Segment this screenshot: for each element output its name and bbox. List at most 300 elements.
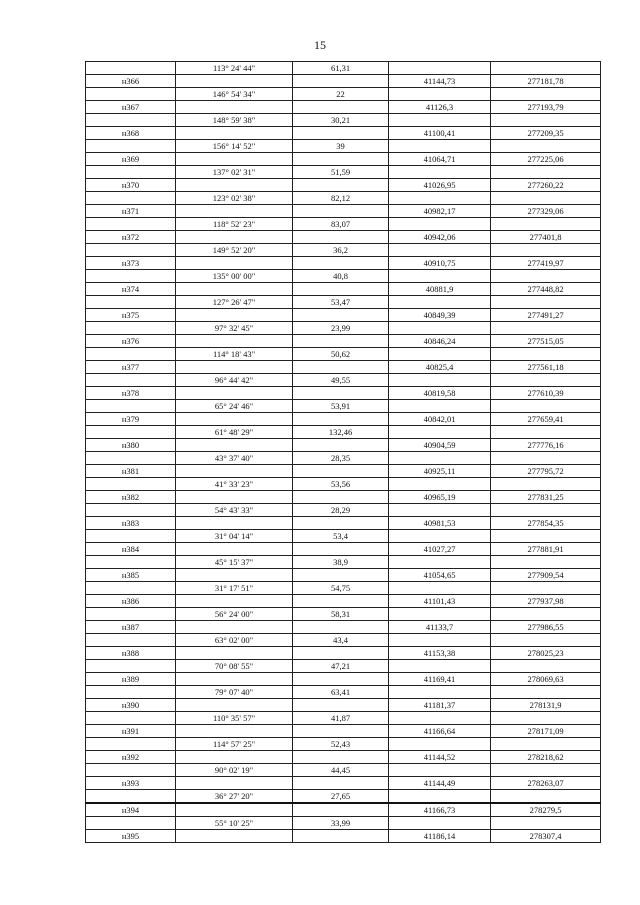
segment-row (86, 764, 601, 777)
x-coordinate-cell: 41144,49 (389, 777, 491, 790)
direction-angle-cell: 36° 27' 20" (176, 790, 293, 804)
point-name-cell: н376 (86, 335, 176, 348)
direction-angle-cell: 114° 18' 43" (176, 348, 293, 361)
direction-angle-cell (176, 543, 293, 556)
y-coordinate-cell: 277225,06 (491, 153, 601, 166)
y-coordinate-cell: 278131,9 (491, 699, 601, 712)
x-coordinate-cell (389, 88, 491, 101)
x-coordinate-cell: 40965,19 (389, 491, 491, 504)
direction-angle-cell (176, 127, 293, 140)
y-coordinate-cell: 277401,8 (491, 231, 601, 244)
y-coordinate-cell: 277881,91 (491, 543, 601, 556)
x-coordinate-cell (389, 400, 491, 413)
x-coordinate-cell: 40982,17 (389, 205, 491, 218)
point-name-cell (86, 504, 176, 517)
x-coordinate-cell: 40910,75 (389, 257, 491, 270)
x-coordinate-cell: 41144,52 (389, 751, 491, 764)
y-coordinate-cell (491, 790, 601, 804)
point-name-cell: н382 (86, 491, 176, 504)
segment-row (86, 738, 601, 751)
y-coordinate-cell: 277329,06 (491, 205, 601, 218)
x-coordinate-cell: 40825,4 (389, 361, 491, 374)
segment-row (86, 218, 601, 231)
point-name-cell (86, 322, 176, 335)
direction-angle-cell: 61° 48' 29" (176, 426, 293, 439)
x-coordinate-cell: 41166,73 (389, 803, 491, 817)
direction-angle-cell: 110° 35' 57" (176, 712, 293, 725)
distance-cell: 132,46 (293, 426, 389, 439)
y-coordinate-cell (491, 62, 601, 75)
x-coordinate-cell (389, 790, 491, 804)
segment-row (86, 62, 601, 75)
coordinates-table-body (86, 62, 601, 843)
x-coordinate-cell (389, 764, 491, 777)
distance-cell: 82,12 (293, 192, 389, 205)
point-name-cell (86, 270, 176, 283)
direction-angle-cell: 55° 10' 25" (176, 817, 293, 830)
direction-angle-cell: 31° 17' 51" (176, 582, 293, 595)
y-coordinate-cell (491, 608, 601, 621)
point-row (86, 231, 601, 244)
point-name-cell (86, 218, 176, 231)
point-name-cell (86, 660, 176, 673)
distance-cell: 27,65 (293, 790, 389, 804)
direction-angle-cell (176, 595, 293, 608)
y-coordinate-cell (491, 478, 601, 491)
direction-angle-cell (176, 569, 293, 582)
distance-cell: 38,9 (293, 556, 389, 569)
point-name-cell: н371 (86, 205, 176, 218)
distance-cell (293, 517, 389, 530)
segment-row (86, 556, 601, 569)
x-coordinate-cell (389, 296, 491, 309)
point-row (86, 673, 601, 686)
x-coordinate-cell (389, 192, 491, 205)
direction-angle-cell: 31° 04' 14" (176, 530, 293, 543)
segment-row (86, 504, 601, 517)
x-coordinate-cell (389, 166, 491, 179)
distance-cell (293, 127, 389, 140)
x-coordinate-cell (389, 478, 491, 491)
direction-angle-cell (176, 465, 293, 478)
distance-cell (293, 335, 389, 348)
direction-angle-cell (176, 803, 293, 817)
x-coordinate-cell (389, 530, 491, 543)
y-coordinate-cell: 277181,78 (491, 75, 601, 88)
point-name-cell (86, 478, 176, 491)
y-coordinate-cell: 277986,55 (491, 621, 601, 634)
y-coordinate-cell: 277909,54 (491, 569, 601, 582)
segment-row (86, 686, 601, 699)
direction-angle-cell (176, 387, 293, 400)
point-name-cell: н366 (86, 75, 176, 88)
x-coordinate-cell: 40981,53 (389, 517, 491, 530)
distance-cell (293, 361, 389, 374)
y-coordinate-cell (491, 426, 601, 439)
direction-angle-cell: 113° 24' 44" (176, 62, 293, 75)
y-coordinate-cell: 277561,18 (491, 361, 601, 374)
distance-cell: 53,91 (293, 400, 389, 413)
direction-angle-cell: 54° 43' 33" (176, 504, 293, 517)
x-coordinate-cell (389, 114, 491, 127)
y-coordinate-cell (491, 166, 601, 179)
segment-row (86, 712, 601, 725)
point-name-cell (86, 348, 176, 361)
y-coordinate-cell: 277610,39 (491, 387, 601, 400)
segment-row (86, 608, 601, 621)
x-coordinate-cell: 40904,59 (389, 439, 491, 452)
x-coordinate-cell (389, 817, 491, 830)
x-coordinate-cell (389, 374, 491, 387)
point-row (86, 751, 601, 764)
point-row (86, 413, 601, 426)
direction-angle-cell (176, 283, 293, 296)
segment-row (86, 88, 601, 101)
distance-cell (293, 205, 389, 218)
distance-cell (293, 543, 389, 556)
distance-cell (293, 777, 389, 790)
point-row (86, 830, 601, 843)
x-coordinate-cell (389, 62, 491, 75)
y-coordinate-cell (491, 244, 601, 257)
point-name-cell: н369 (86, 153, 176, 166)
distance-cell (293, 725, 389, 738)
direction-angle-cell (176, 673, 293, 686)
point-name-cell (86, 62, 176, 75)
point-row (86, 75, 601, 88)
distance-cell: 49,55 (293, 374, 389, 387)
direction-angle-cell (176, 517, 293, 530)
y-coordinate-cell (491, 764, 601, 777)
x-coordinate-cell: 41064,71 (389, 153, 491, 166)
segment-row (86, 374, 601, 387)
direction-angle-cell: 97° 32' 45" (176, 322, 293, 335)
point-row (86, 803, 601, 817)
direction-angle-cell: 123° 02' 38" (176, 192, 293, 205)
point-name-cell (86, 244, 176, 257)
distance-cell: 61,31 (293, 62, 389, 75)
point-row (86, 465, 601, 478)
point-name-cell (86, 686, 176, 699)
point-name-cell: н372 (86, 231, 176, 244)
y-coordinate-cell (491, 634, 601, 647)
y-coordinate-cell: 277854,35 (491, 517, 601, 530)
point-row (86, 491, 601, 504)
point-name-cell: н389 (86, 673, 176, 686)
direction-angle-cell: 70° 08' 55" (176, 660, 293, 673)
direction-angle-cell: 43° 37' 40" (176, 452, 293, 465)
x-coordinate-cell (389, 426, 491, 439)
point-row (86, 387, 601, 400)
distance-cell: 83,07 (293, 218, 389, 231)
point-name-cell: н393 (86, 777, 176, 790)
point-name-cell (86, 114, 176, 127)
direction-angle-cell: 41° 33' 23" (176, 478, 293, 491)
point-name-cell (86, 634, 176, 647)
point-name-cell (86, 582, 176, 595)
point-name-cell: н388 (86, 647, 176, 660)
segment-row (86, 322, 601, 335)
distance-cell: 43,4 (293, 634, 389, 647)
x-coordinate-cell: 40846,24 (389, 335, 491, 348)
direction-angle-cell (176, 335, 293, 348)
x-coordinate-cell (389, 322, 491, 335)
y-coordinate-cell: 277659,41 (491, 413, 601, 426)
distance-cell (293, 231, 389, 244)
point-name-cell: н378 (86, 387, 176, 400)
x-coordinate-cell (389, 504, 491, 517)
point-name-cell (86, 712, 176, 725)
direction-angle-cell (176, 153, 293, 166)
distance-cell (293, 439, 389, 452)
point-name-cell: н367 (86, 101, 176, 114)
distance-cell (293, 595, 389, 608)
direction-angle-cell (176, 491, 293, 504)
point-name-cell (86, 608, 176, 621)
distance-cell (293, 647, 389, 660)
x-coordinate-cell (389, 686, 491, 699)
segment-row (86, 530, 601, 543)
point-name-cell: н379 (86, 413, 176, 426)
point-name-cell: н392 (86, 751, 176, 764)
coordinates-table (85, 61, 601, 843)
segment-row (86, 660, 601, 673)
y-coordinate-cell (491, 218, 601, 231)
x-coordinate-cell: 41100,41 (389, 127, 491, 140)
direction-angle-cell (176, 205, 293, 218)
point-name-cell: н387 (86, 621, 176, 634)
x-coordinate-cell: 40849,39 (389, 309, 491, 322)
segment-row (86, 140, 601, 153)
point-name-cell: н391 (86, 725, 176, 738)
distance-cell: 53,56 (293, 478, 389, 491)
distance-cell (293, 830, 389, 843)
point-name-cell (86, 192, 176, 205)
y-coordinate-cell: 278171,09 (491, 725, 601, 738)
x-coordinate-cell: 41026,95 (389, 179, 491, 192)
y-coordinate-cell (491, 88, 601, 101)
direction-angle-cell: 90° 02' 19" (176, 764, 293, 777)
point-row (86, 309, 601, 322)
x-coordinate-cell (389, 452, 491, 465)
y-coordinate-cell: 277831,25 (491, 491, 601, 504)
y-coordinate-cell: 277515,05 (491, 335, 601, 348)
direction-angle-cell (176, 413, 293, 426)
x-coordinate-cell (389, 634, 491, 647)
y-coordinate-cell: 277193,79 (491, 101, 601, 114)
distance-cell: 22 (293, 88, 389, 101)
y-coordinate-cell: 277260,22 (491, 179, 601, 192)
point-row (86, 595, 601, 608)
distance-cell: 30,21 (293, 114, 389, 127)
direction-angle-cell: 96° 44' 42" (176, 374, 293, 387)
direction-angle-cell: 148° 59' 38" (176, 114, 293, 127)
x-coordinate-cell: 40881,9 (389, 283, 491, 296)
distance-cell (293, 387, 389, 400)
x-coordinate-cell: 41169,41 (389, 673, 491, 686)
direction-angle-cell: 79° 07' 40" (176, 686, 293, 699)
distance-cell (293, 751, 389, 764)
point-name-cell (86, 166, 176, 179)
distance-cell (293, 153, 389, 166)
segment-row (86, 296, 601, 309)
x-coordinate-cell (389, 556, 491, 569)
x-coordinate-cell: 40842,01 (389, 413, 491, 426)
point-name-cell (86, 556, 176, 569)
point-row (86, 725, 601, 738)
y-coordinate-cell (491, 582, 601, 595)
direction-angle-cell: 56° 24' 00" (176, 608, 293, 621)
y-coordinate-cell: 277209,35 (491, 127, 601, 140)
x-coordinate-cell (389, 608, 491, 621)
segment-row (86, 348, 601, 361)
point-name-cell: н395 (86, 830, 176, 843)
x-coordinate-cell: 41166,64 (389, 725, 491, 738)
direction-angle-cell: 149° 52' 20" (176, 244, 293, 257)
distance-cell: 52,43 (293, 738, 389, 751)
direction-angle-cell (176, 777, 293, 790)
x-coordinate-cell (389, 582, 491, 595)
direction-angle-cell (176, 621, 293, 634)
x-coordinate-cell: 41101,43 (389, 595, 491, 608)
direction-angle-cell: 63° 02' 00" (176, 634, 293, 647)
distance-cell: 23,99 (293, 322, 389, 335)
x-coordinate-cell: 41133,7 (389, 621, 491, 634)
x-coordinate-cell: 41181,37 (389, 699, 491, 712)
y-coordinate-cell (491, 817, 601, 830)
y-coordinate-cell: 277776,16 (491, 439, 601, 452)
x-coordinate-cell: 40819,58 (389, 387, 491, 400)
x-coordinate-cell (389, 348, 491, 361)
point-name-cell (86, 790, 176, 804)
x-coordinate-cell: 41054,65 (389, 569, 491, 582)
y-coordinate-cell (491, 712, 601, 725)
y-coordinate-cell: 278069,63 (491, 673, 601, 686)
x-coordinate-cell: 41027,27 (389, 543, 491, 556)
y-coordinate-cell: 278279,5 (491, 803, 601, 817)
direction-angle-cell (176, 830, 293, 843)
distance-cell: 58,31 (293, 608, 389, 621)
distance-cell (293, 673, 389, 686)
point-name-cell: н374 (86, 283, 176, 296)
x-coordinate-cell: 40942,06 (389, 231, 491, 244)
distance-cell: 54,75 (293, 582, 389, 595)
x-coordinate-cell (389, 218, 491, 231)
y-coordinate-cell (491, 660, 601, 673)
distance-cell (293, 699, 389, 712)
segment-row (86, 478, 601, 491)
segment-row (86, 582, 601, 595)
direction-angle-cell (176, 75, 293, 88)
direction-angle-cell (176, 309, 293, 322)
point-name-cell: н380 (86, 439, 176, 452)
x-coordinate-cell: 41144,73 (389, 75, 491, 88)
direction-angle-cell: 114° 57' 25" (176, 738, 293, 751)
point-name-cell (86, 400, 176, 413)
distance-cell (293, 465, 389, 478)
point-name-cell (86, 817, 176, 830)
y-coordinate-cell: 277491,27 (491, 309, 601, 322)
point-row (86, 699, 601, 712)
direction-angle-cell: 135° 00' 00" (176, 270, 293, 283)
distance-cell (293, 413, 389, 426)
x-coordinate-cell (389, 140, 491, 153)
distance-cell (293, 257, 389, 270)
point-name-cell: н377 (86, 361, 176, 374)
point-row (86, 621, 601, 634)
y-coordinate-cell (491, 686, 601, 699)
segment-row (86, 790, 601, 804)
point-name-cell: н383 (86, 517, 176, 530)
point-row (86, 127, 601, 140)
y-coordinate-cell: 278218,62 (491, 751, 601, 764)
point-row (86, 335, 601, 348)
y-coordinate-cell: 277795,72 (491, 465, 601, 478)
y-coordinate-cell (491, 556, 601, 569)
direction-angle-cell: 65° 24' 46" (176, 400, 293, 413)
y-coordinate-cell (491, 296, 601, 309)
point-row (86, 361, 601, 374)
direction-angle-cell (176, 179, 293, 192)
direction-angle-cell (176, 751, 293, 764)
x-coordinate-cell: 41126,3 (389, 101, 491, 114)
point-name-cell: н386 (86, 595, 176, 608)
point-name-cell (86, 296, 176, 309)
point-row (86, 569, 601, 582)
x-coordinate-cell: 41153,38 (389, 647, 491, 660)
y-coordinate-cell (491, 270, 601, 283)
point-row (86, 257, 601, 270)
point-name-cell (86, 452, 176, 465)
y-coordinate-cell (491, 140, 601, 153)
x-coordinate-cell (389, 244, 491, 257)
point-name-cell (86, 530, 176, 543)
point-row (86, 647, 601, 660)
distance-cell: 36,2 (293, 244, 389, 257)
distance-cell: 47,21 (293, 660, 389, 673)
point-name-cell: н370 (86, 179, 176, 192)
distance-cell (293, 803, 389, 817)
segment-row (86, 817, 601, 830)
y-coordinate-cell: 277448,82 (491, 283, 601, 296)
point-row (86, 439, 601, 452)
distance-cell (293, 75, 389, 88)
y-coordinate-cell (491, 452, 601, 465)
direction-angle-cell: 156° 14' 52" (176, 140, 293, 153)
distance-cell: 63,41 (293, 686, 389, 699)
page-number: 15 (314, 38, 326, 52)
segment-row (86, 192, 601, 205)
y-coordinate-cell: 278025,23 (491, 647, 601, 660)
point-row (86, 179, 601, 192)
point-name-cell: н373 (86, 257, 176, 270)
distance-cell (293, 309, 389, 322)
point-name-cell: н394 (86, 803, 176, 817)
direction-angle-cell (176, 257, 293, 270)
distance-cell: 40,8 (293, 270, 389, 283)
segment-row (86, 166, 601, 179)
y-coordinate-cell: 278307,4 (491, 830, 601, 843)
y-coordinate-cell (491, 400, 601, 413)
y-coordinate-cell (491, 374, 601, 387)
direction-angle-cell: 137° 02' 31" (176, 166, 293, 179)
segment-row (86, 400, 601, 413)
point-row (86, 283, 601, 296)
y-coordinate-cell (491, 504, 601, 517)
x-coordinate-cell: 41186,14 (389, 830, 491, 843)
distance-cell: 39 (293, 140, 389, 153)
distance-cell (293, 179, 389, 192)
